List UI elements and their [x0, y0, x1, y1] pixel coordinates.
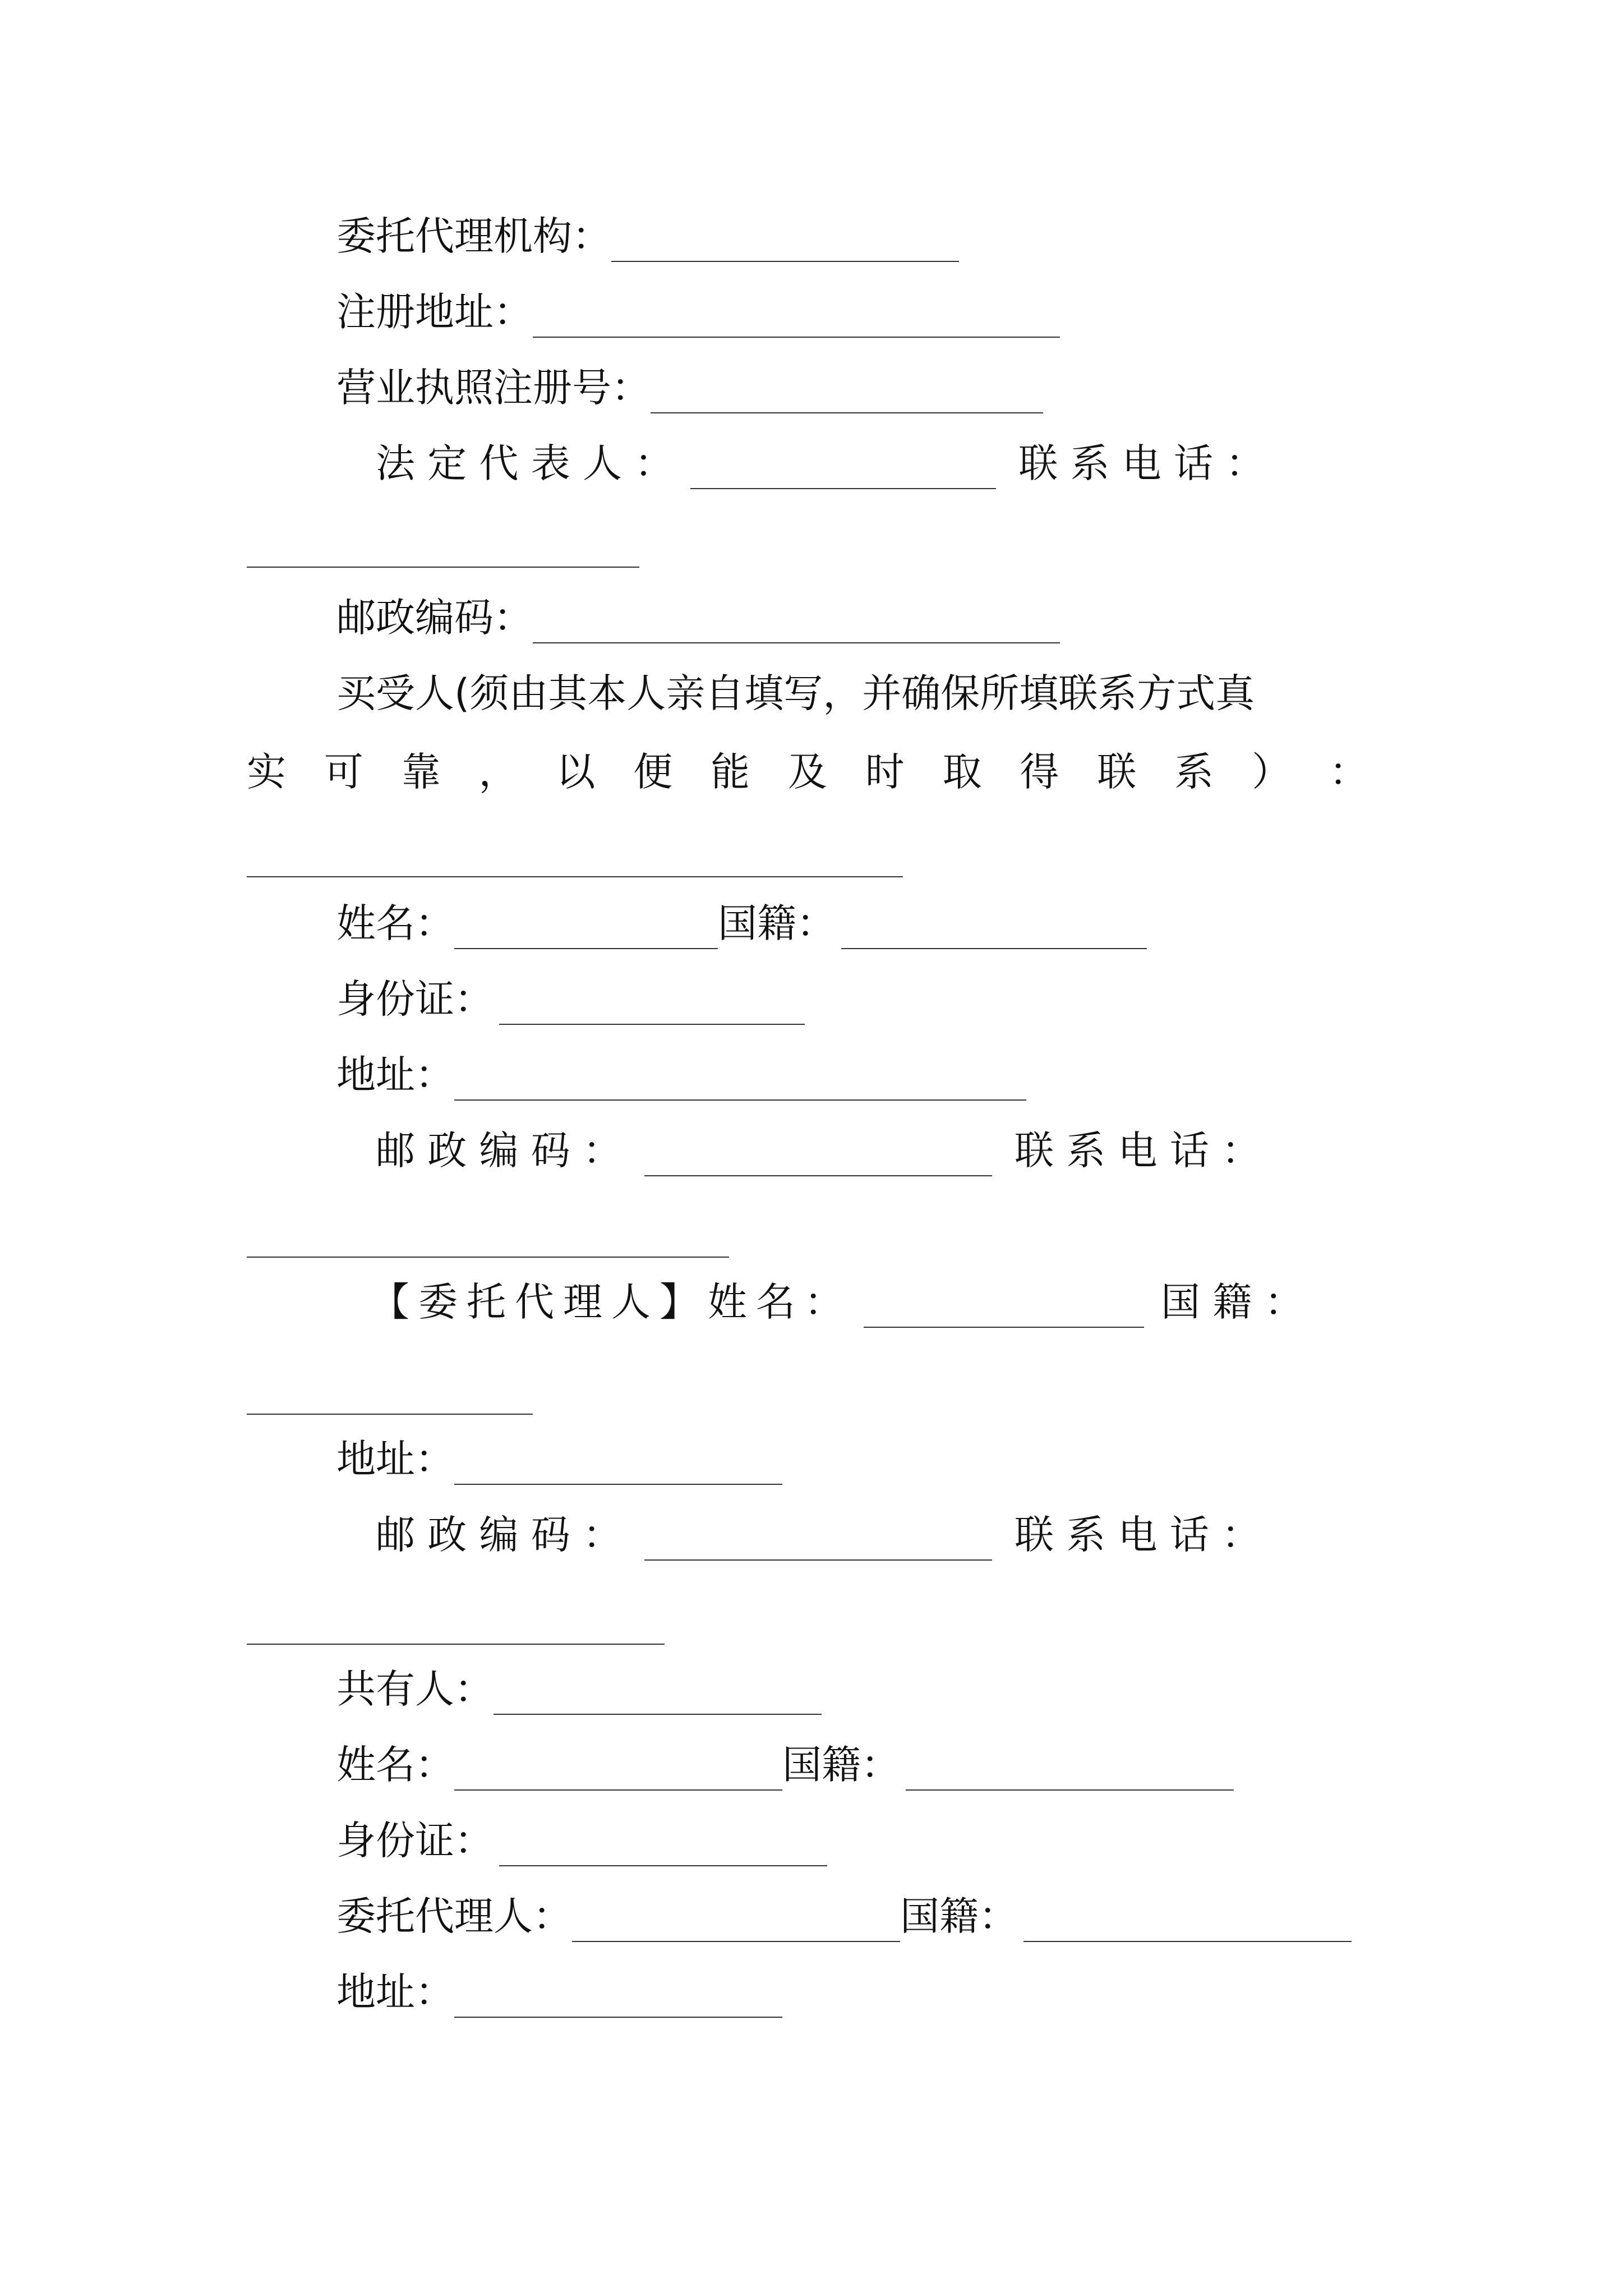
buyer-agent-nationality-label: 国 籍 ： — [1161, 1279, 1304, 1325]
co-owner-agent-blank[interactable] — [572, 1933, 900, 1942]
buyer-intro-char: ： — [1329, 749, 1368, 795]
buyer-nationality-label: 国籍： — [718, 900, 836, 946]
buyer-agent-name-label: 【委托代理人】姓名： — [370, 1279, 852, 1325]
legal-rep-blank[interactable] — [690, 480, 996, 489]
co-owner-nationality-label: 国籍： — [782, 1742, 900, 1788]
co-owner-nationality-blank[interactable] — [906, 1782, 1234, 1791]
agency-blank[interactable] — [611, 253, 959, 262]
buyer-intro-char: 可 — [324, 749, 363, 795]
buyer-phone-label: 联 系 电 话 ： — [1015, 1128, 1261, 1174]
co-owner-address-row — [336, 1969, 782, 2028]
buyer-agent-postal-label: 邮 政 编 码 ： — [376, 1512, 623, 1558]
co-owner-name-blank[interactable] — [454, 1782, 782, 1791]
buyer-intro-char: 得 — [1020, 749, 1059, 795]
co-owner-agent-label: 委托代理人： — [336, 1893, 572, 1939]
buyer-name-blank[interactable] — [454, 940, 718, 949]
co-owner-label: 共有人： — [336, 1666, 494, 1712]
registered-address-blank[interactable] — [533, 329, 1060, 338]
buyer-intro-blank[interactable] — [247, 876, 903, 877]
buyer-nationality-blank[interactable] — [841, 940, 1147, 949]
co-owner-agent-nationality-label: 国籍： — [900, 1893, 1018, 1939]
buyer-intro-char: 便 — [633, 749, 673, 795]
buyer-intro-char: 时 — [865, 749, 905, 795]
co-owner-name-label: 姓名： — [336, 1742, 454, 1788]
buyer-agent-postal-row — [376, 1512, 1368, 1571]
buyer-phone-blank[interactable] — [247, 1257, 729, 1258]
co-owner-id-label: 身份证： — [336, 1818, 494, 1864]
buyer-agent-nationality-blank[interactable] — [247, 1414, 533, 1415]
buyer-id-blank[interactable] — [499, 1016, 805, 1025]
buyer-intro-char: 靠 — [401, 749, 441, 795]
buyer-intro-char: ） — [1251, 749, 1291, 795]
buyer-id-row — [336, 976, 805, 1035]
buyer-intro-char: 以 — [556, 749, 596, 795]
co-owner-name-row — [336, 1742, 1234, 1801]
buyer-name-row — [336, 900, 1147, 959]
buyer-agent-postal-blank[interactable] — [644, 1552, 992, 1561]
buyer-intro-char: 及 — [787, 749, 827, 795]
buyer-address-row — [336, 1052, 1026, 1111]
buyer-intro-line1 — [336, 670, 1255, 729]
business-license-blank[interactable] — [651, 404, 1043, 413]
co-owner-agent-row — [336, 1893, 1352, 1952]
co-owner-row — [336, 1666, 822, 1725]
buyer-postal-label: 邮 政 编 码 ： — [376, 1128, 623, 1174]
registered-address-row — [336, 289, 1060, 348]
buyer-agent-row — [370, 1279, 1368, 1338]
buyer-id-label: 身份证： — [336, 976, 494, 1022]
buyer-address-label: 地址： — [336, 1052, 454, 1098]
co-owner-address-label: 地址： — [336, 1969, 454, 2015]
buyer-postal-row — [376, 1130, 1368, 1186]
buyer-intro-char: 系 — [1174, 749, 1214, 795]
buyer-address-blank[interactable] — [454, 1092, 1026, 1101]
buyer-intro-char: 实 — [247, 749, 286, 795]
co-owner-blank[interactable] — [494, 1706, 822, 1715]
co-owner-address-blank[interactable] — [454, 2009, 782, 2018]
legal-rep-label: 法 定 代 表 人 ： — [376, 440, 674, 486]
legal-rep-row — [376, 440, 1368, 499]
agency-phone-blank[interactable] — [247, 567, 639, 568]
buyer-intro-char: ， — [478, 749, 518, 795]
buyer-intro-line2 — [247, 749, 1368, 808]
buyer-intro-char: 联 — [1097, 749, 1137, 795]
agency-label: 委托代理机构： — [336, 213, 611, 259]
agency-phone-label: 联 系 电 话 ： — [1018, 440, 1265, 486]
buyer-postal-blank[interactable] — [644, 1167, 992, 1176]
agency-postal-label: 邮政编码： — [336, 595, 533, 641]
co-owner-agent-nationality-blank[interactable] — [1023, 1933, 1352, 1942]
agency-postal-blank[interactable] — [533, 634, 1060, 643]
buyer-agent-address-blank[interactable] — [454, 1476, 782, 1485]
buyer-intro-char: 取 — [942, 749, 982, 795]
buyer-intro-text: 买受人(须由其本人亲自填写，并确保所填联系方式真 — [336, 670, 1255, 716]
business-license-row — [336, 367, 1043, 424]
registered-address-label: 注册地址： — [336, 289, 533, 335]
buyer-agent-name-blank[interactable] — [864, 1319, 1144, 1328]
buyer-agent-phone-blank[interactable] — [247, 1644, 665, 1645]
agency-postal-row — [336, 597, 1060, 654]
buyer-agent-address-row — [336, 1436, 782, 1495]
buyer-name-label: 姓名： — [336, 900, 454, 946]
buyer-intro-char: 能 — [711, 749, 750, 795]
co-owner-id-blank[interactable] — [499, 1857, 827, 1866]
co-owner-id-row — [336, 1820, 827, 1876]
buyer-agent-phone-label: 联 系 电 话 ： — [1015, 1512, 1261, 1558]
business-license-label: 营业执照注册号： — [336, 365, 651, 411]
buyer-agent-address-label: 地址： — [336, 1436, 454, 1482]
agency-row — [336, 213, 959, 272]
